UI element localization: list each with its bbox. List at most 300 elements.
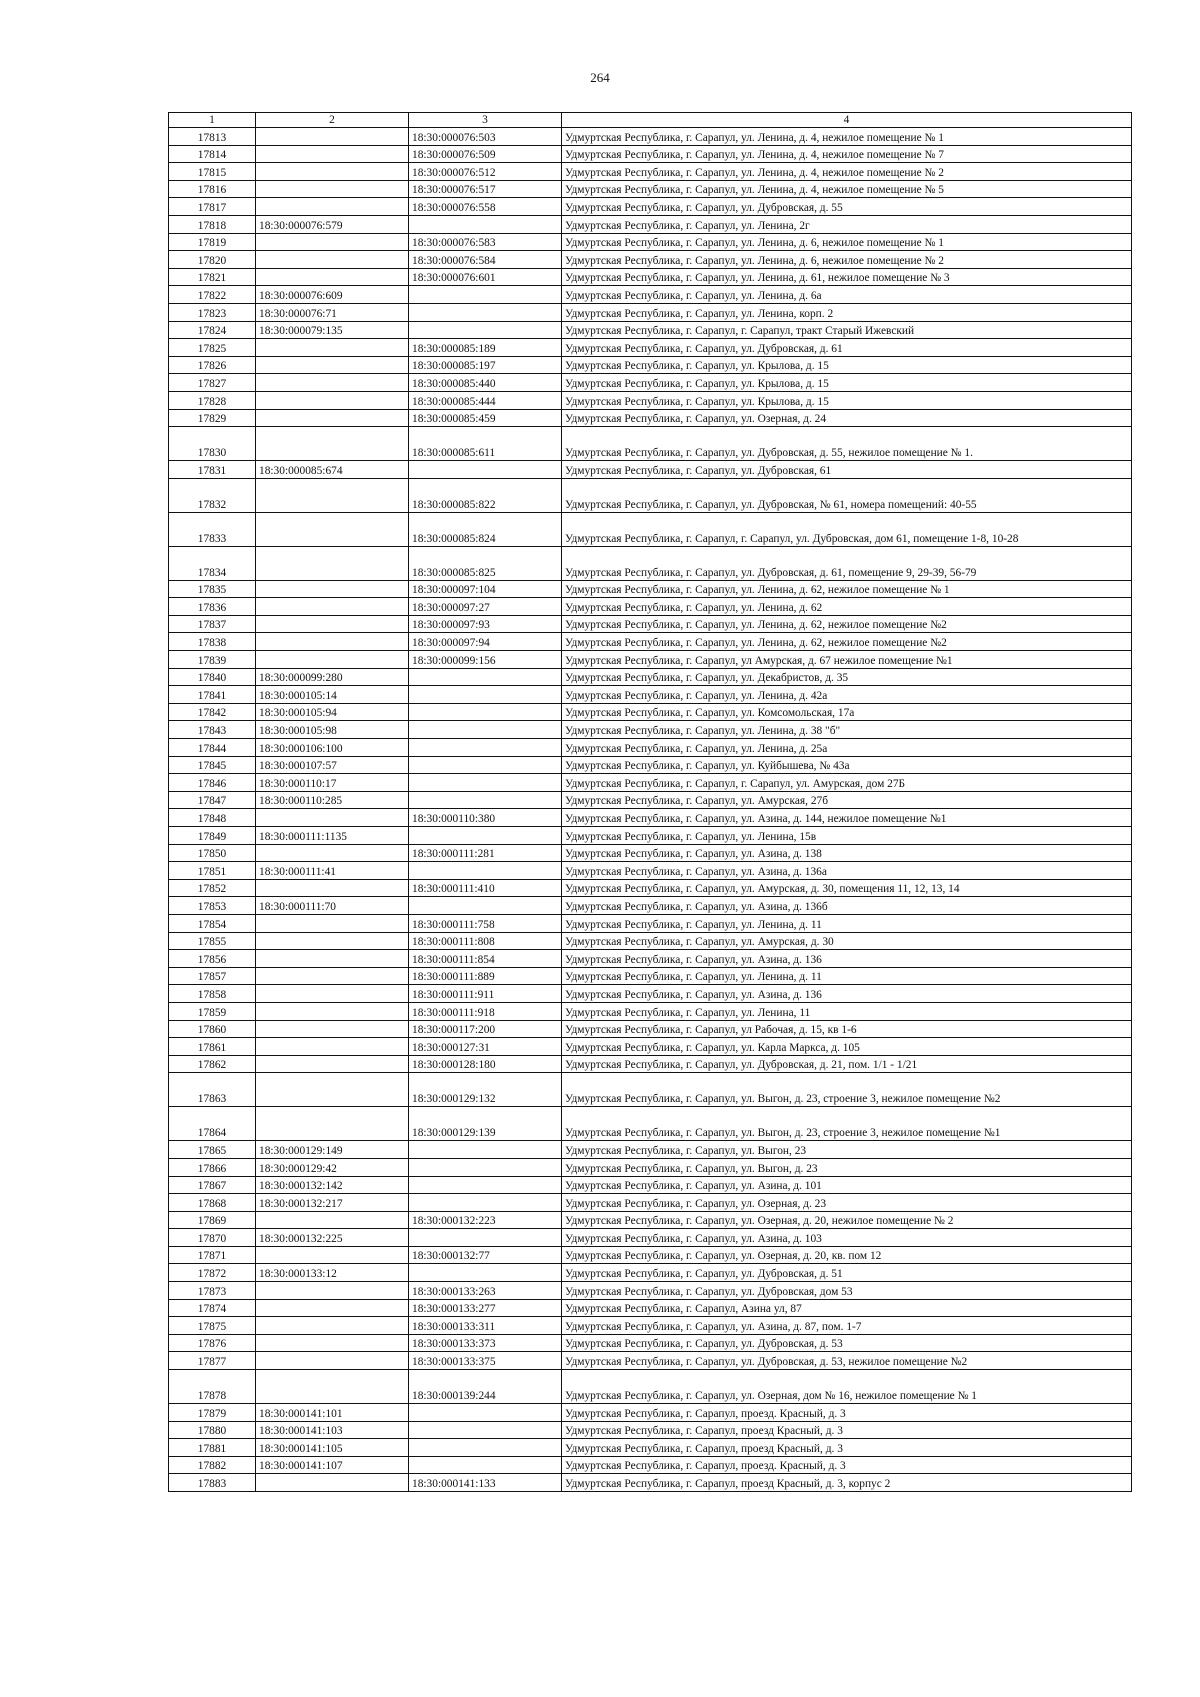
cadastral-number-cell	[256, 478, 409, 512]
row-number-cell: 17835	[169, 580, 256, 598]
row-number-cell: 17831	[169, 461, 256, 479]
cadastral-number-cell: 18:30:000105:94	[256, 703, 409, 721]
table-row	[169, 1421, 1132, 1439]
cadastral-number-cell	[256, 374, 409, 392]
address-cell: Удмуртская Республика, г. Сарапул, ул Рабочая, д. 15, кв 1-6	[562, 1020, 1132, 1038]
address-cell: Удмуртская Республика, г. Сарапул, Азина ул, 87	[562, 1299, 1132, 1317]
cadastral-number-cell	[256, 163, 409, 181]
table-row	[169, 1141, 1132, 1159]
row-number-cell: 17820	[169, 251, 256, 269]
cadastral-number-cell	[409, 1421, 562, 1439]
row-number-cell: 17837	[169, 615, 256, 633]
cadastral-number-cell	[256, 356, 409, 374]
row-number-cell: 17859	[169, 1002, 256, 1020]
cadastral-number-cell	[409, 286, 562, 304]
row-number-cell: 17858	[169, 985, 256, 1003]
row-number-cell: 17879	[169, 1404, 256, 1422]
cadastral-number-cell	[256, 1474, 409, 1492]
address-cell: Удмуртская Республика, г. Сарапул, ул. Выгон, 23	[562, 1141, 1132, 1159]
cadastral-number-cell: 18:30:000139:244	[409, 1370, 562, 1404]
row-number-cell: 17826	[169, 356, 256, 374]
row-number-cell: 17823	[169, 303, 256, 321]
row-number-cell: 17838	[169, 633, 256, 651]
row-number-cell: 17873	[169, 1282, 256, 1300]
table-row	[169, 303, 1132, 321]
table-row	[169, 215, 1132, 233]
cadastral-number-cell	[256, 198, 409, 216]
cadastral-number-cell: 18:30:000076:579	[256, 215, 409, 233]
cadastral-number-cell: 18:30:000111:854	[409, 950, 562, 968]
address-cell: Удмуртская Республика, г. Сарапул, ул. Ленина, д. 62, нежилое помещение №2	[562, 633, 1132, 651]
address-cell: Удмуртская Республика, г. Сарапул, ул. Ленина, д. 11	[562, 967, 1132, 985]
cadastral-number-cell: 18:30:000076:509	[409, 145, 562, 163]
cadastral-number-cell	[256, 651, 409, 669]
row-number-cell: 17871	[169, 1246, 256, 1264]
cadastral-number-cell: 18:30:000085:674	[256, 461, 409, 479]
table-row	[169, 391, 1132, 409]
cadastral-number-cell: 18:30:000085:611	[409, 427, 562, 461]
table-row	[169, 950, 1132, 968]
table-row	[169, 580, 1132, 598]
address-cell: Удмуртская Республика, г. Сарапул, ул. Азина, д. 136	[562, 985, 1132, 1003]
cadastral-number-cell	[256, 1002, 409, 1020]
cadastral-number-cell: 18:30:000127:31	[409, 1038, 562, 1056]
cadastral-number-cell	[256, 546, 409, 580]
cadastral-number-cell: 18:30:000097:104	[409, 580, 562, 598]
cadastral-number-cell: 18:30:000132:142	[256, 1176, 409, 1194]
cadastral-number-cell	[409, 1229, 562, 1247]
table-row	[169, 1107, 1132, 1141]
table-body	[169, 128, 1132, 1492]
address-cell: Удмуртская Республика, г. Сарапул, ул. Ленина, 15в	[562, 827, 1132, 845]
row-number-cell: 17869	[169, 1211, 256, 1229]
address-cell: Удмуртская Республика, г. Сарапул, ул. Ленина, д. 62, нежилое помещение №2	[562, 615, 1132, 633]
cadastral-number-cell: 18:30:000141:103	[256, 1421, 409, 1439]
row-number-cell: 17854	[169, 914, 256, 932]
address-cell: Удмуртская Республика, г. Сарапул, ул. Азина, д. 101	[562, 1176, 1132, 1194]
row-number-cell: 17830	[169, 427, 256, 461]
address-cell: Удмуртская Республика, г. Сарапул, проезд Красный, д. 3	[562, 1439, 1132, 1457]
address-cell: Удмуртская Республика, г. Сарапул, ул. Крылова, д. 15	[562, 391, 1132, 409]
row-number-cell: 17845	[169, 756, 256, 774]
address-cell: Удмуртская Республика, г. Сарапул, ул. Ленина, д. 38 "б"	[562, 721, 1132, 739]
cadastral-number-cell	[256, 233, 409, 251]
cadastral-number-cell	[409, 1404, 562, 1422]
row-number-cell: 17862	[169, 1055, 256, 1073]
cadastral-number-cell: 18:30:000076:503	[409, 128, 562, 146]
address-cell: Удмуртская Республика, г. Сарапул, ул. Ленина, д. 61, нежилое помещение № 3	[562, 268, 1132, 286]
row-number-cell: 17851	[169, 862, 256, 880]
cadastral-number-cell: 18:30:000133:373	[409, 1334, 562, 1352]
address-cell: Удмуртская Республика, г. Сарапул, ул. Карла Маркса, д. 105	[562, 1038, 1132, 1056]
row-number-cell: 17840	[169, 668, 256, 686]
cadastral-number-cell	[256, 512, 409, 546]
row-number-cell: 17853	[169, 897, 256, 915]
row-number-cell: 17834	[169, 546, 256, 580]
table-row	[169, 897, 1132, 915]
row-number-cell: 17832	[169, 478, 256, 512]
cadastral-number-cell	[256, 1317, 409, 1335]
address-cell: Удмуртская Республика, г. Сарапул, ул. Ленина, д. 62	[562, 598, 1132, 616]
row-number-cell: 17857	[169, 967, 256, 985]
cadastral-number-cell: 18:30:000097:27	[409, 598, 562, 616]
row-number-cell: 17883	[169, 1474, 256, 1492]
table-row	[169, 703, 1132, 721]
column-header-2: 2	[256, 113, 409, 128]
cadastral-number-cell: 18:30:000141:105	[256, 1439, 409, 1457]
cadastral-number-cell: 18:30:000111:911	[409, 985, 562, 1003]
address-cell: Удмуртская Республика, г. Сарапул, ул. Декабристов, д. 35	[562, 668, 1132, 686]
cadastral-number-cell	[256, 1246, 409, 1264]
cadastral-number-cell	[409, 668, 562, 686]
cadastral-number-cell: 18:30:000110:380	[409, 809, 562, 827]
address-cell: Удмуртская Республика, г. Сарапул, ул. Дубровская, д. 53	[562, 1334, 1132, 1352]
row-number-cell: 17818	[169, 215, 256, 233]
cadastral-number-cell	[256, 1073, 409, 1107]
address-cell: Удмуртская Республика, г. Сарапул, г. Сарапул, тракт Старый Ижевский	[562, 321, 1132, 339]
table-row	[169, 1073, 1132, 1107]
table-row	[169, 233, 1132, 251]
cadastral-number-cell: 18:30:000111:808	[409, 932, 562, 950]
address-cell: Удмуртская Республика, г. Сарапул, ул. Озерная, д. 23	[562, 1194, 1132, 1212]
cadastral-number-cell	[409, 1176, 562, 1194]
address-cell: Удмуртская Республика, г. Сарапул, ул. Ленина, д. 6, нежилое помещение № 2	[562, 251, 1132, 269]
row-number-cell: 17824	[169, 321, 256, 339]
cadastral-number-cell: 18:30:000141:101	[256, 1404, 409, 1422]
address-cell: Удмуртская Республика, г. Сарапул, ул. Ленина, 11	[562, 1002, 1132, 1020]
row-number-cell: 17839	[169, 651, 256, 669]
address-cell: Удмуртская Республика, г. Сарапул, ул. Дубровская, д. 21, пом. 1/1 - 1/21	[562, 1055, 1132, 1073]
address-cell: Удмуртская Республика, г. Сарапул, ул. Выгон, д. 23, строение 3, нежилое помещение №2	[562, 1073, 1132, 1107]
row-number-cell: 17878	[169, 1370, 256, 1404]
cadastral-number-cell	[256, 1038, 409, 1056]
address-cell: Удмуртская Республика, г. Сарапул, ул. Азина, д. 144, нежилое помещение №1	[562, 809, 1132, 827]
cadastral-number-cell: 18:30:000076:517	[409, 180, 562, 198]
row-number-cell: 17828	[169, 391, 256, 409]
cadastral-number-cell: 18:30:000085:440	[409, 374, 562, 392]
cadastral-number-cell	[256, 1020, 409, 1038]
cadastral-number-cell: 18:30:000111:70	[256, 897, 409, 915]
address-cell: Удмуртская Республика, г. Сарапул, проезд Красный, д. 3	[562, 1421, 1132, 1439]
cadastral-number-cell	[256, 950, 409, 968]
row-number-cell: 17856	[169, 950, 256, 968]
table-row	[169, 1176, 1132, 1194]
cadastral-number-cell	[409, 321, 562, 339]
row-number-cell: 17844	[169, 739, 256, 757]
address-cell: Удмуртская Республика, г. Сарапул, ул. Ленина, д. 6а	[562, 286, 1132, 304]
table-row	[169, 1439, 1132, 1457]
address-cell: Удмуртская Республика, г. Сарапул, ул. Ленина, д. 4, нежилое помещение № 7	[562, 145, 1132, 163]
table-row	[169, 598, 1132, 616]
cadastral-number-cell	[256, 580, 409, 598]
cadastral-number-cell: 18:30:000129:42	[256, 1158, 409, 1176]
cadastral-number-cell: 18:30:000111:41	[256, 862, 409, 880]
table-row	[169, 1229, 1132, 1247]
cadastral-number-cell: 18:30:000085:825	[409, 546, 562, 580]
cadastral-number-cell	[256, 1334, 409, 1352]
cadastral-number-cell	[256, 1055, 409, 1073]
table-row	[169, 809, 1132, 827]
cadastral-number-cell: 18:30:000105:14	[256, 686, 409, 704]
table-row	[169, 967, 1132, 985]
table-row	[169, 827, 1132, 845]
column-header-3: 3	[409, 113, 562, 128]
cadastral-number-cell: 18:30:000076:584	[409, 251, 562, 269]
table-row	[169, 668, 1132, 686]
cadastral-number-cell: 18:30:000132:223	[409, 1211, 562, 1229]
cadastral-number-cell	[256, 251, 409, 269]
row-number-cell: 17836	[169, 598, 256, 616]
table-row	[169, 1038, 1132, 1056]
table-row	[169, 1158, 1132, 1176]
address-cell: Удмуртская Республика, г. Сарапул, ул. Дубровская, д. 55	[562, 198, 1132, 216]
row-number-cell: 17861	[169, 1038, 256, 1056]
cadastral-number-cell: 18:30:000111:889	[409, 967, 562, 985]
cadastral-number-cell	[409, 897, 562, 915]
table-row	[169, 1404, 1132, 1422]
row-number-cell: 17865	[169, 1141, 256, 1159]
row-number-cell: 17827	[169, 374, 256, 392]
row-number-cell: 17815	[169, 163, 256, 181]
cadastral-number-cell	[256, 967, 409, 985]
cadastral-number-cell	[256, 1107, 409, 1141]
cadastral-number-cell: 18:30:000132:77	[409, 1246, 562, 1264]
row-number-cell: 17842	[169, 703, 256, 721]
cadastral-number-cell	[256, 145, 409, 163]
table-row	[169, 844, 1132, 862]
table-row	[169, 985, 1132, 1003]
address-cell: Удмуртская Республика, г. Сарапул, г. Сарапул, ул. Амурская, дом 27Б	[562, 774, 1132, 792]
address-cell: Удмуртская Республика, г. Сарапул, ул. Азина, д. 87, пом. 1-7	[562, 1317, 1132, 1335]
row-number-cell: 17882	[169, 1456, 256, 1474]
row-number-cell: 17866	[169, 1158, 256, 1176]
cadastral-number-cell	[256, 932, 409, 950]
cadastral-number-cell: 18:30:000076:601	[409, 268, 562, 286]
table-row	[169, 339, 1132, 357]
cadastral-number-cell: 18:30:000085:459	[409, 409, 562, 427]
table-row	[169, 1002, 1132, 1020]
cadastral-number-cell	[409, 739, 562, 757]
cadastral-number-cell: 18:30:000107:57	[256, 756, 409, 774]
cadastral-number-cell: 18:30:000133:12	[256, 1264, 409, 1282]
table-row	[169, 633, 1132, 651]
address-cell: Удмуртская Республика, г. Сарапул, ул. Амурская, д. 30	[562, 932, 1132, 950]
cadastral-number-cell: 18:30:000085:197	[409, 356, 562, 374]
row-number-cell: 17867	[169, 1176, 256, 1194]
cadastral-number-cell: 18:30:000111:410	[409, 879, 562, 897]
cadastral-number-cell	[409, 791, 562, 809]
row-number-cell: 17816	[169, 180, 256, 198]
address-cell: Удмуртская Республика, г. Сарапул, г. Сарапул, ул. Дубровская, дом 61, помещение 1-8, 10-28	[562, 512, 1132, 546]
address-cell: Удмуртская Республика, г. Сарапул, ул. Ленина, д. 11	[562, 914, 1132, 932]
row-number-cell: 17870	[169, 1229, 256, 1247]
table-row	[169, 180, 1132, 198]
address-cell: Удмуртская Республика, г. Сарапул, ул. Дубровская, д. 51	[562, 1264, 1132, 1282]
address-cell: Удмуртская Республика, г. Сарапул, проезд Красный, д. 3, корпус 2	[562, 1474, 1132, 1492]
cadastral-number-cell: 18:30:000076:512	[409, 163, 562, 181]
column-header-1: 1	[169, 113, 256, 128]
table-row	[169, 1282, 1132, 1300]
cadastral-number-cell: 18:30:000133:375	[409, 1352, 562, 1370]
address-cell: Удмуртская Республика, г. Сарапул, ул. Дубровская, д. 61	[562, 339, 1132, 357]
cadastral-number-cell: 18:30:000128:180	[409, 1055, 562, 1073]
cadastral-number-cell	[409, 1264, 562, 1282]
address-cell: Удмуртская Республика, г. Сарапул, ул. Озерная, дом № 16, нежилое помещение № 1	[562, 1370, 1132, 1404]
cadastral-number-cell: 18:30:000117:200	[409, 1020, 562, 1038]
table-row	[169, 1246, 1132, 1264]
cadastral-number-cell	[256, 633, 409, 651]
table-row	[169, 686, 1132, 704]
row-number-cell: 17841	[169, 686, 256, 704]
table-row	[169, 546, 1132, 580]
table-row	[169, 1317, 1132, 1335]
cadastral-number-cell: 18:30:000110:17	[256, 774, 409, 792]
cadastral-number-cell: 18:30:000099:156	[409, 651, 562, 669]
cadastral-number-cell: 18:30:000076:609	[256, 286, 409, 304]
row-number-cell: 17821	[169, 268, 256, 286]
table-row	[169, 739, 1132, 757]
cadastral-number-cell	[409, 862, 562, 880]
cadastral-number-cell	[256, 1370, 409, 1404]
table-row	[169, 461, 1132, 479]
row-number-cell: 17855	[169, 932, 256, 950]
address-cell: Удмуртская Республика, г. Сарапул, ул. Ленина, д. 42а	[562, 686, 1132, 704]
address-cell: Удмуртская Республика, г. Сарапул, ул. Азина, д. 136	[562, 950, 1132, 968]
table-row	[169, 356, 1132, 374]
cadastral-number-cell	[256, 268, 409, 286]
cadastral-number-cell: 18:30:000133:263	[409, 1282, 562, 1300]
address-cell: Удмуртская Республика, г. Сарапул, ул. Азина, д. 103	[562, 1229, 1132, 1247]
cadastral-number-cell: 18:30:000085:824	[409, 512, 562, 546]
address-cell: Удмуртская Республика, г. Сарапул, ул. Азина, д. 138	[562, 844, 1132, 862]
address-cell: Удмуртская Республика, г. Сарапул, ул. Дубровская, д. 55, нежилое помещение № 1.	[562, 427, 1132, 461]
row-number-cell: 17872	[169, 1264, 256, 1282]
table-row	[169, 1334, 1132, 1352]
cadastral-number-cell	[409, 827, 562, 845]
address-cell: Удмуртская Республика, г. Сарапул, ул. Ленина, д. 4, нежилое помещение № 5	[562, 180, 1132, 198]
address-cell: Удмуртская Республика, г. Сарапул, ул. Ленина, д. 62, нежилое помещение № 1	[562, 580, 1132, 598]
address-cell: Удмуртская Республика, г. Сарапул, ул. Амурская, 27б	[562, 791, 1132, 809]
address-cell: Удмуртская Республика, г. Сарапул, ул. Ленина, 2г	[562, 215, 1132, 233]
cadastral-number-cell	[256, 914, 409, 932]
cadastral-number-cell	[409, 1194, 562, 1212]
cadastral-number-cell: 18:30:000129:149	[256, 1141, 409, 1159]
cadastral-number-cell: 18:30:000141:133	[409, 1474, 562, 1492]
row-number-cell: 17850	[169, 844, 256, 862]
table-row	[169, 879, 1132, 897]
registry-table	[168, 112, 1132, 1492]
cadastral-number-cell: 18:30:000099:280	[256, 668, 409, 686]
row-number-cell: 17880	[169, 1421, 256, 1439]
cadastral-number-cell: 18:30:000110:285	[256, 791, 409, 809]
row-number-cell: 17819	[169, 233, 256, 251]
cadastral-number-cell: 18:30:000097:94	[409, 633, 562, 651]
table-row	[169, 862, 1132, 880]
row-number-cell: 17825	[169, 339, 256, 357]
cadastral-number-cell	[256, 391, 409, 409]
row-number-cell: 17829	[169, 409, 256, 427]
table-row	[169, 932, 1132, 950]
address-cell: Удмуртская Республика, г. Сарапул, ул. Дубровская, д. 53, нежилое помещение №2	[562, 1352, 1132, 1370]
cadastral-number-cell: 18:30:000129:139	[409, 1107, 562, 1141]
cadastral-number-cell	[256, 427, 409, 461]
row-number-cell: 17868	[169, 1194, 256, 1212]
cadastral-number-cell: 18:30:000132:217	[256, 1194, 409, 1212]
cadastral-number-cell	[256, 1282, 409, 1300]
address-cell: Удмуртская Республика, г. Сарапул, ул. Комсомольская, 17а	[562, 703, 1132, 721]
row-number-cell: 17881	[169, 1439, 256, 1457]
address-cell: Удмуртская Республика, г. Сарапул, ул. Ленина, корп. 2	[562, 303, 1132, 321]
column-header-4: 4	[562, 113, 1132, 128]
row-number-cell: 17848	[169, 809, 256, 827]
cadastral-number-cell	[409, 303, 562, 321]
cadastral-number-cell: 18:30:000129:132	[409, 1073, 562, 1107]
row-number-cell: 17822	[169, 286, 256, 304]
address-cell: Удмуртская Республика, г. Сарапул, ул. Ленина, д. 4, нежилое помещение № 1	[562, 128, 1132, 146]
address-cell: Удмуртская Республика, г. Сарапул, ул. Крылова, д. 15	[562, 356, 1132, 374]
table-row	[169, 791, 1132, 809]
table-row	[169, 478, 1132, 512]
table-row	[169, 286, 1132, 304]
cadastral-number-cell: 18:30:000133:311	[409, 1317, 562, 1335]
address-cell: Удмуртская Республика, г. Сарапул, ул. Озерная, д. 20, нежилое помещение № 2	[562, 1211, 1132, 1229]
row-number-cell: 17875	[169, 1317, 256, 1335]
table-row	[169, 251, 1132, 269]
cadastral-number-cell: 18:30:000111:281	[409, 844, 562, 862]
row-number-cell: 17813	[169, 128, 256, 146]
page-number: 264	[590, 70, 610, 85]
cadastral-number-cell: 18:30:000085:822	[409, 478, 562, 512]
cadastral-number-cell	[256, 128, 409, 146]
cadastral-number-cell	[409, 703, 562, 721]
table-row	[169, 1352, 1132, 1370]
address-cell: Удмуртская Республика, г. Сарапул, ул. Озерная, д. 24	[562, 409, 1132, 427]
cadastral-number-cell: 18:30:000106:100	[256, 739, 409, 757]
cadastral-number-cell	[256, 180, 409, 198]
table-row	[169, 651, 1132, 669]
row-number-cell: 17817	[169, 198, 256, 216]
cadastral-number-cell	[409, 774, 562, 792]
cadastral-number-cell	[256, 1211, 409, 1229]
table-row	[169, 427, 1132, 461]
table-row	[169, 374, 1132, 392]
row-number-cell: 17846	[169, 774, 256, 792]
cadastral-number-cell: 18:30:000111:1135	[256, 827, 409, 845]
cadastral-number-cell	[409, 1456, 562, 1474]
row-number-cell: 17843	[169, 721, 256, 739]
table-row	[169, 1299, 1132, 1317]
cadastral-number-cell	[256, 339, 409, 357]
cadastral-number-cell: 18:30:000085:189	[409, 339, 562, 357]
row-number-cell: 17877	[169, 1352, 256, 1370]
cadastral-number-cell: 18:30:000085:444	[409, 391, 562, 409]
table-row	[169, 145, 1132, 163]
table-row	[169, 268, 1132, 286]
row-number-cell: 17847	[169, 791, 256, 809]
header-row	[169, 113, 1132, 128]
table-row	[169, 1211, 1132, 1229]
address-cell: Удмуртская Республика, г. Сарапул, ул. Озерная, д. 20, кв. пом 12	[562, 1246, 1132, 1264]
cadastral-number-cell: 18:30:000097:93	[409, 615, 562, 633]
address-cell: Удмуртская Республика, г. Сарапул, ул. Дубровская, 61	[562, 461, 1132, 479]
address-cell: Удмуртская Республика, г. Сарапул, ул. Куйбышева, № 43а	[562, 756, 1132, 774]
cadastral-number-cell: 18:30:000105:98	[256, 721, 409, 739]
address-cell: Удмуртская Республика, г. Сарапул, ул. Ленина, д. 25а	[562, 739, 1132, 757]
cadastral-number-cell: 18:30:000076:558	[409, 198, 562, 216]
cadastral-number-cell	[256, 809, 409, 827]
address-cell: Удмуртская Республика, г. Сарапул, ул Амурская, д. 67 нежилое помещение №1	[562, 651, 1132, 669]
table-row	[169, 756, 1132, 774]
